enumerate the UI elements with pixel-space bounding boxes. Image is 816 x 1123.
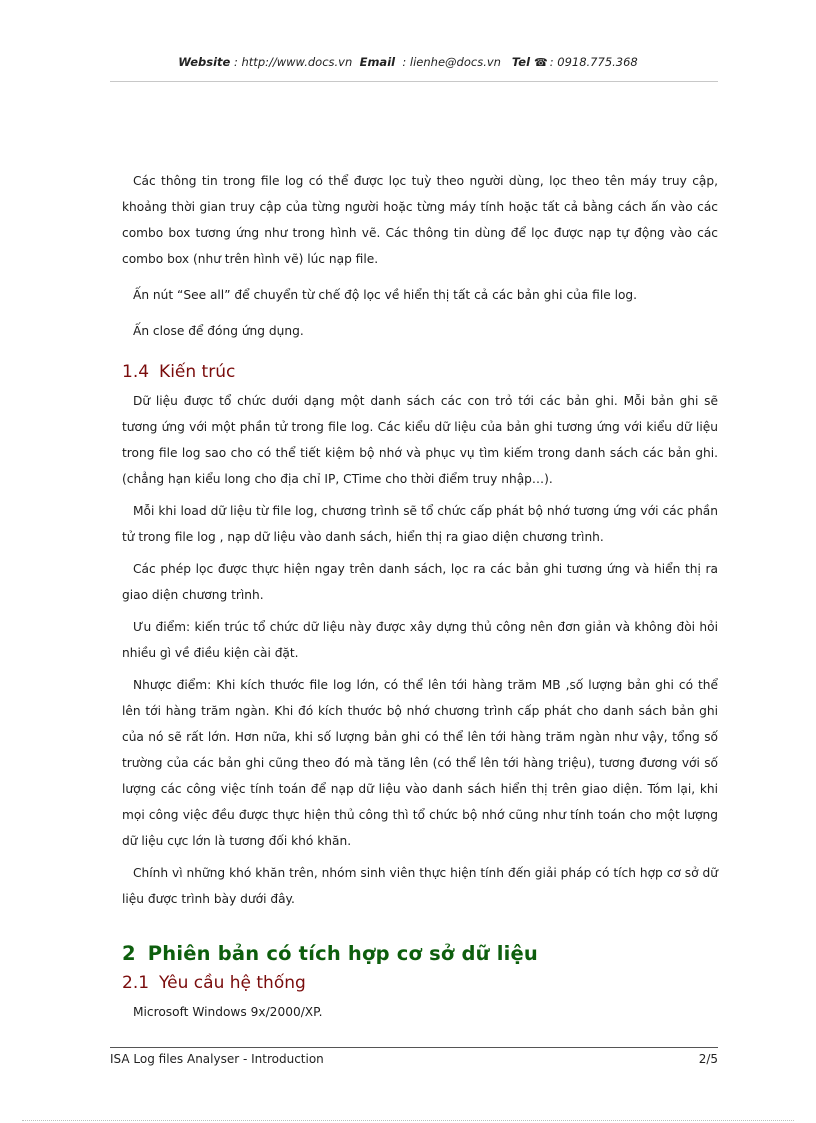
- document-body: [122, 168, 718, 1035]
- page-number: 2/5: [698, 1052, 718, 1066]
- page-footer: [110, 1052, 718, 1066]
- email-label: Email: [359, 55, 396, 69]
- section-2-1-heading: [122, 973, 718, 993]
- section-2-1-title: Yêu cầu hệ thống: [159, 973, 306, 993]
- architecture-paragraph-3: Các phép lọc được thực hiện ngay trên danh sách, lọc ra các bản ghi tương ứng và hiển thị ra giao diện chương trình.: [122, 562, 718, 602]
- footer-divider: [110, 1047, 718, 1048]
- tel-label: Tel: [511, 55, 531, 69]
- section-1-4-title: Kiến trúc: [159, 362, 236, 382]
- section-1-4-number: 1.4: [122, 362, 150, 382]
- email-value: : lienhe@docs.vn: [402, 55, 501, 69]
- page-header: [0, 55, 816, 69]
- website-value: : http://www.docs.vn: [233, 55, 353, 69]
- system-requirements-paragraph: Microsoft Windows 9x/2000/XP.: [133, 1005, 323, 1019]
- footer-document-title: ISA Log files Analyser - Introduction: [110, 1052, 324, 1066]
- conclusion-paragraph: Chính vì những khó khăn trên, nhóm sinh viên thực hiện tính đến giải pháp có tích hợp cơ sở dữ liệu được trình bày dưới đây.: [122, 866, 718, 906]
- disadvantages-paragraph: Nhược điểm: Khi kích thước file log lớn, có thể lên tới hàng trăm MB ,số lượng bản ghi có thể lên tới hàng trăm ngàn. Khi đó kích thước bộ nhớ chương trình cấp phát cho danh sách bản ghi của nó sẽ rất lớn. Hơn nữa, khi số lượng bản ghi có thể lên tới hàng trăm ngàn như vậy, tổng số trường của các bản ghi cũng theo đó mà tăng lên (có thể lên tới hàng triệu), tương đương với số lượng các công việc tính toán để nạp dữ liệu vào danh sách hiển thị trên giao diện. Tóm lại, khi mọi công việc đều được thực hiện thủ công thì tổ chức bộ nhớ cũng như tính toán cho một lượng dữ liệu cực lớn là tương đối khó khăn.: [122, 678, 718, 848]
- architecture-paragraph-2: Mỗi khi load dữ liệu từ file log, chương trình sẽ tổ chức cấp phát bộ nhớ tương ứng với các phần tử trong file log , nạp dữ liệu vào danh sách, hiển thị ra giao diện chương trình.: [122, 504, 718, 544]
- architecture-paragraph-1: Dữ liệu được tổ chức dưới dạng một danh sách các con trỏ tới các bản ghi. Mỗi bản ghi sẽ tương ứng với một phần tử trong file log. Các kiểu dữ liệu của bản ghi tương ứng với kiểu dữ liệu trong file log sao cho có thể tiết kiệm bộ nhớ và phục vụ tìm kiếm trong danh sách các bản ghi.(chẳng hạn kiểu long cho địa chỉ IP, CTime cho thời điểm truy nhập…).: [122, 394, 718, 486]
- website-label: Website: [178, 55, 231, 69]
- section-2-number: 2: [122, 942, 136, 965]
- section-2-title: Phiên bản có tích hợp cơ sở dữ liệu: [147, 942, 538, 965]
- advantages-paragraph: Ưu điểm: kiến trúc tổ chức dữ liệu này được xây dựng thủ công nên đơn giản và không đòi hỏi nhiều gì về điều kiện cài đặt.: [122, 620, 718, 660]
- page-edge-divider: [22, 1120, 794, 1121]
- section-1-4-heading: [122, 362, 718, 382]
- tel-value: : 0918.775.368: [549, 55, 638, 69]
- phone-icon: ☎: [534, 56, 548, 69]
- header-divider: [110, 81, 718, 82]
- intro-paragraph-3: Ấn close để đóng ứng dụng.: [133, 324, 304, 338]
- intro-paragraph-2: Ấn nút “See all” để chuyển từ chế độ lọc về hiển thị tất cả các bản ghi của file log.: [133, 288, 638, 302]
- section-2-heading: [122, 942, 718, 965]
- intro-paragraph-1: Các thông tin trong file log có thể được lọc tuỳ theo người dùng, lọc theo tên máy truy cập, khoảng thời gian truy cập của từng người hoặc từng máy tính hoặc tất cả bằng cách ấn vào các combo box tương ứng như trong hình vẽ. Các thông tin dùng để lọc được nạp tự động vào các combo box (như trên hình vẽ) lúc nạp file.: [122, 174, 718, 266]
- section-2-1-number: 2.1: [122, 973, 150, 993]
